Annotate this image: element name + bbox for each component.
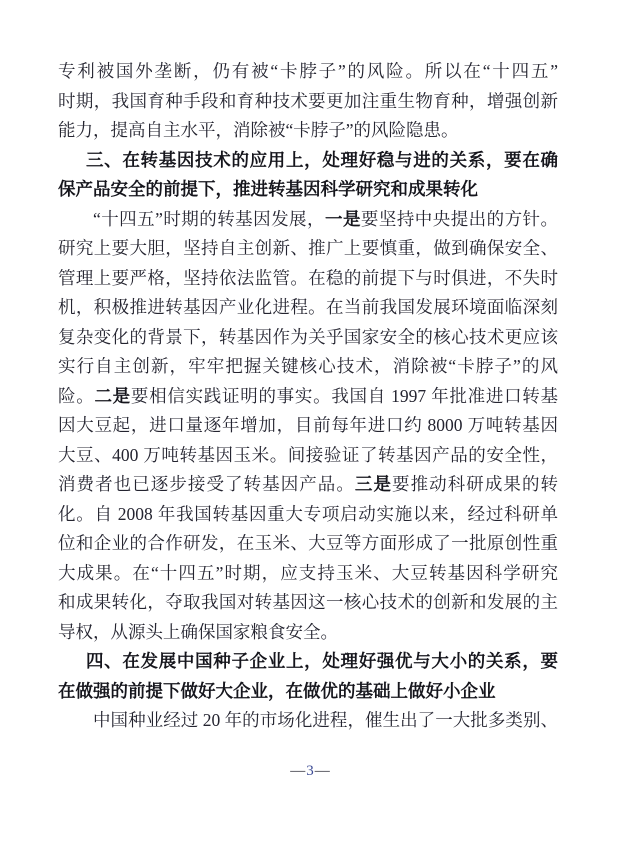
text-line (58, 146, 558, 176)
heading-section-four (58, 647, 558, 706)
text-segment: 复杂变化的背景下，转基因作为关乎国家安全的核心技术更应该 (58, 326, 558, 347)
text-segment: 要相信实践证明的事实。我国自 1997 年批准进口转基 (130, 385, 558, 406)
paragraph-gmo-development (58, 205, 558, 648)
text-segment: 化。自 2008 年我国转基因重大专项启动实施以来，经过科研单 (58, 503, 558, 524)
emphasis-text: 二是 (94, 385, 131, 406)
text-line (58, 175, 558, 205)
text-segment: 管理上要严格，坚持依法监管。在稳的前提下与时俱进，不失时 (58, 267, 558, 288)
text-line (58, 529, 558, 559)
text-segment: 三、在转基因技术的应用上，处理好稳与进的关系，要在确 (86, 149, 558, 170)
text-line (58, 57, 558, 87)
text-line (58, 411, 558, 441)
text-segment: 保产品安全的前提下，推进转基因科学研究和成果转化 (58, 179, 478, 199)
text-line (58, 205, 558, 235)
text-line (58, 116, 558, 146)
text-line (58, 264, 558, 294)
footer-left-dash: — (290, 763, 307, 779)
text-segment: 导权，从源头上确保国家粮食安全。 (58, 621, 338, 642)
emphasis-text: 一是 (324, 208, 361, 229)
text-line (58, 234, 558, 264)
text-line (58, 470, 558, 500)
text-segment: 专利被国外垄断，仍有被“卡脖子”的风险。所以在“十四五” (58, 61, 558, 81)
text-segment: 位和企业的合作研发，在玉米、大豆等方面形成了一批原创性重 (58, 533, 558, 553)
text-segment: 在做强的前提下做好大企业，在做优的基础上做好小企业 (58, 680, 496, 701)
text-line (58, 382, 558, 412)
text-line (58, 618, 558, 648)
footer-right-dash: — (314, 763, 331, 779)
text-line (58, 441, 558, 471)
text-segment: 要坚持中央提出的方针。 (360, 208, 558, 229)
text-segment: 时期，我国育种手段和育种技术要更加注重生物育种，增强创新 (58, 90, 558, 111)
paragraph-patent-risk (58, 57, 558, 146)
text-line (58, 559, 558, 589)
document-body (58, 57, 558, 736)
text-segment: 能力，提高自主水平，消除被“卡脖子”的风险隐患。 (58, 120, 459, 140)
paragraph-seed-industry (58, 706, 558, 736)
text-segment: 机，积极推进转基因产业化进程。在当前我国发展环境面临深刻 (58, 297, 558, 317)
emphasis-text: 三是 (354, 474, 393, 494)
text-segment: 中国种业经过 20 年的市场化进程，催生出了一大批多类别、 (93, 710, 558, 730)
text-line (58, 588, 558, 618)
page-number: 3 (306, 763, 315, 779)
text-segment: 大豆、400 万吨转基因玉米。间接验证了转基因产品的安全性， (58, 444, 558, 465)
text-segment: 四、在发展中国种子企业上，处理好强优与大小的关系，要 (86, 651, 558, 671)
text-line (58, 677, 558, 707)
text-segment: 实行自主创新，牢牢把握关键核心技术，消除被“卡脖子”的风 (58, 356, 558, 376)
text-line (58, 293, 558, 323)
text-segment: 要推动科研成果的转 (392, 474, 558, 494)
page-footer (0, 760, 621, 782)
text-line (58, 87, 558, 117)
text-segment: 研究上要大胆，坚持自主创新、推广上要慎重，做到确保安全、 (58, 238, 558, 258)
text-segment: “十四五”时期的转基因发展， (93, 208, 325, 229)
text-line (58, 500, 558, 530)
text-line (58, 706, 558, 736)
text-line (58, 323, 558, 353)
heading-section-three (58, 146, 558, 205)
text-segment: 因大豆起，进口量逐年增加，目前每年进口约 8000 万吨转基因 (58, 415, 558, 435)
text-segment: 消费者也已逐步接受了转基因产品。 (58, 474, 355, 494)
text-segment: 大成果。在“十四五”时期，应支持玉米、大豆转基因科学研究 (58, 562, 558, 583)
text-line (58, 352, 558, 382)
text-line (58, 647, 558, 677)
text-segment: 险。 (58, 385, 95, 406)
text-segment: 和成果转化，夺取我国对转基因这一核心技术的创新和发展的主 (58, 592, 558, 612)
